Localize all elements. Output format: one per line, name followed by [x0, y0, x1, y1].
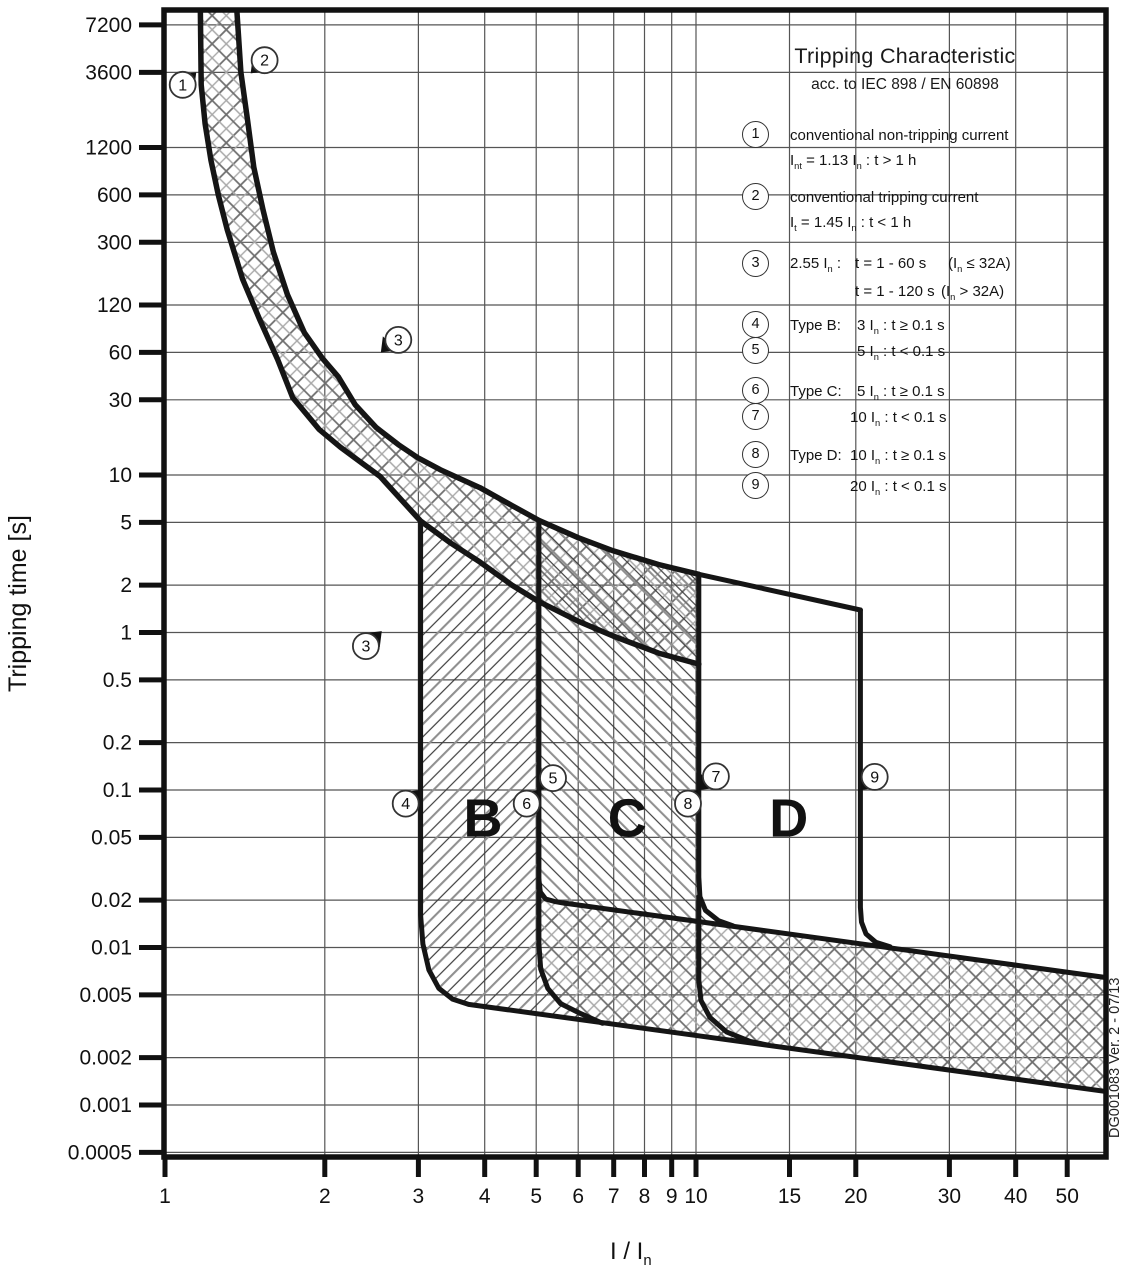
x-tick-label-15: 15 — [777, 1185, 802, 1208]
x-tick-label-20: 20 — [844, 1185, 868, 1208]
legend-text: 5 $I_n$ : t ≥ 0.1 s — [857, 383, 945, 402]
y-tick-label-3600: 3600 — [85, 61, 132, 85]
y-tick-label-1200: 1200 — [85, 136, 132, 160]
x-tick-label-2: 2 — [318, 1185, 331, 1208]
region-type-c-zone — [539, 520, 733, 926]
callout-number: 6 — [522, 796, 532, 814]
curve-type-d-upper-slope — [699, 574, 861, 610]
x-tick-label-4: 4 — [478, 1185, 491, 1208]
legend-item-number-3: 3 — [742, 250, 769, 277]
x-tick-label-50: 50 — [1055, 1185, 1079, 1208]
y-tick-label-600: 600 — [96, 183, 132, 207]
y-tick-label-60: 60 — [108, 341, 132, 365]
callout-3 — [353, 631, 382, 659]
zone-label-C: C — [607, 788, 647, 849]
legend-text: $I_{nt} = 1.13$ $I_n$ : t > 1 h — [790, 152, 917, 171]
legend-item-number-4: 4 — [742, 311, 769, 338]
legend-text: $(I_n \le 32A)$ — [948, 255, 1011, 274]
y-tick-label-5: 5 — [120, 511, 132, 535]
x-tick-label-6: 6 — [572, 1185, 585, 1208]
chart-title-block — [700, 44, 1110, 94]
legend-text: t = 1 - 120 s — [855, 283, 935, 300]
callout-number: 1 — [178, 77, 188, 95]
x-tick-label-30: 30 — [937, 1185, 962, 1208]
y-tick-label-0.05: 0.05 — [91, 826, 132, 850]
callout-3 — [381, 327, 411, 353]
x-tick-label-3: 3 — [412, 1185, 425, 1208]
callout-7 — [699, 763, 729, 790]
legend-text: t = 1 - 60 s — [855, 255, 927, 272]
legend-item-number-9: 9 — [742, 472, 769, 499]
legend-text: $(I_n > 32A)$ — [941, 283, 1005, 302]
legend-text: conventional tripping current — [790, 189, 979, 206]
callout-number: 3 — [393, 332, 403, 350]
y-axis-title: Tripping time [s] — [4, 515, 32, 692]
callout-6 — [514, 790, 540, 817]
legend-text: $I_t = 1.45$ $I_n$ : t < 1 h — [790, 214, 912, 233]
hatch-regions — [200, 0, 1109, 1092]
callout-2 — [251, 47, 278, 73]
y-tick-label-1: 1 — [120, 621, 132, 645]
legend-item-number-8: 8 — [742, 441, 769, 468]
legend-item-number-2: 2 — [742, 183, 769, 210]
x-tick-label-10: 10 — [684, 1185, 708, 1208]
callout-number: 9 — [870, 769, 880, 787]
callout-1 — [170, 72, 197, 98]
x-tick-label-40: 40 — [1004, 1185, 1028, 1208]
y-tick-label-30: 30 — [108, 388, 132, 412]
callout-4 — [393, 790, 420, 817]
legend-text: 5 $I_n$ : t < 0.1 s — [857, 343, 946, 362]
y-tick-label-120: 120 — [96, 294, 132, 317]
callout-number: 5 — [548, 770, 558, 788]
legend-text: 2.55 $I_n$ : — [790, 255, 842, 274]
chart-subtitle: acc. to IEC 898 / EN 60898 — [811, 76, 999, 93]
y-tick-label-0.002: 0.002 — [79, 1046, 132, 1070]
callout-5 — [539, 765, 566, 791]
y-tick-label-7200: 7200 — [85, 13, 132, 37]
legend-text: 3 $I_n$ : t ≥ 0.1 s — [857, 317, 945, 336]
y-tick-label-0.02: 0.02 — [91, 889, 132, 913]
y-tick-label-0.005: 0.005 — [79, 983, 132, 1007]
legend-text: 20 $I_n$ : t < 0.1 s — [850, 478, 947, 497]
x-tick-label-9: 9 — [665, 1185, 678, 1208]
legend-text: Type B: — [790, 317, 841, 334]
callout-number: 3 — [361, 638, 371, 656]
legend-item-number-7: 7 — [742, 403, 769, 430]
y-tick-label-0.001: 0.001 — [79, 1094, 132, 1117]
chart-title: Tripping Characteristic — [794, 44, 1016, 68]
legend-item-number-1: 1 — [742, 121, 769, 148]
y-tick-label-0.0005: 0.0005 — [67, 1141, 132, 1165]
document-reference: DG001083 Ver. 2 - 07/13 — [1107, 977, 1123, 1138]
callout-number: 4 — [401, 796, 411, 814]
y-tick-label-0.1: 0.1 — [102, 779, 132, 802]
y-tick-label-10: 10 — [108, 464, 132, 487]
callout-9 — [861, 764, 888, 790]
legend-text: Type D: — [790, 447, 842, 464]
y-tick-label-300: 300 — [96, 231, 132, 255]
zone-label-D: D — [769, 788, 809, 849]
legend-item-number-5: 5 — [742, 337, 769, 364]
y-tick-label-0.01: 0.01 — [91, 936, 132, 960]
legend-item-number-6: 6 — [742, 377, 769, 404]
curve-type-c-10In-max — [699, 574, 733, 926]
x-tick-label-1: 1 — [159, 1185, 171, 1208]
y-tick-label-0.2: 0.2 — [102, 731, 132, 755]
y-tick-label-2: 2 — [120, 574, 132, 598]
legend-text: conventional non-tripping current — [790, 127, 1009, 144]
legend-text: 10 $I_n$ : t < 0.1 s — [850, 409, 947, 428]
x-tick-label-7: 7 — [607, 1185, 620, 1208]
x-tick-label-5: 5 — [530, 1185, 543, 1208]
legend-text: 10 $I_n$ : t ≥ 0.1 s — [850, 447, 946, 466]
legend-text: Type C: — [790, 383, 842, 400]
callout-number: 2 — [260, 52, 270, 70]
x-tick-label-8: 8 — [638, 1185, 651, 1208]
callout-number: 7 — [711, 768, 721, 786]
y-tick-label-0.5: 0.5 — [102, 668, 132, 692]
x-axis-title: I / $I_n$ — [610, 1238, 652, 1269]
zone-label-B: B — [463, 788, 503, 849]
callout-8 — [675, 790, 701, 817]
callout-number: 8 — [683, 796, 693, 814]
